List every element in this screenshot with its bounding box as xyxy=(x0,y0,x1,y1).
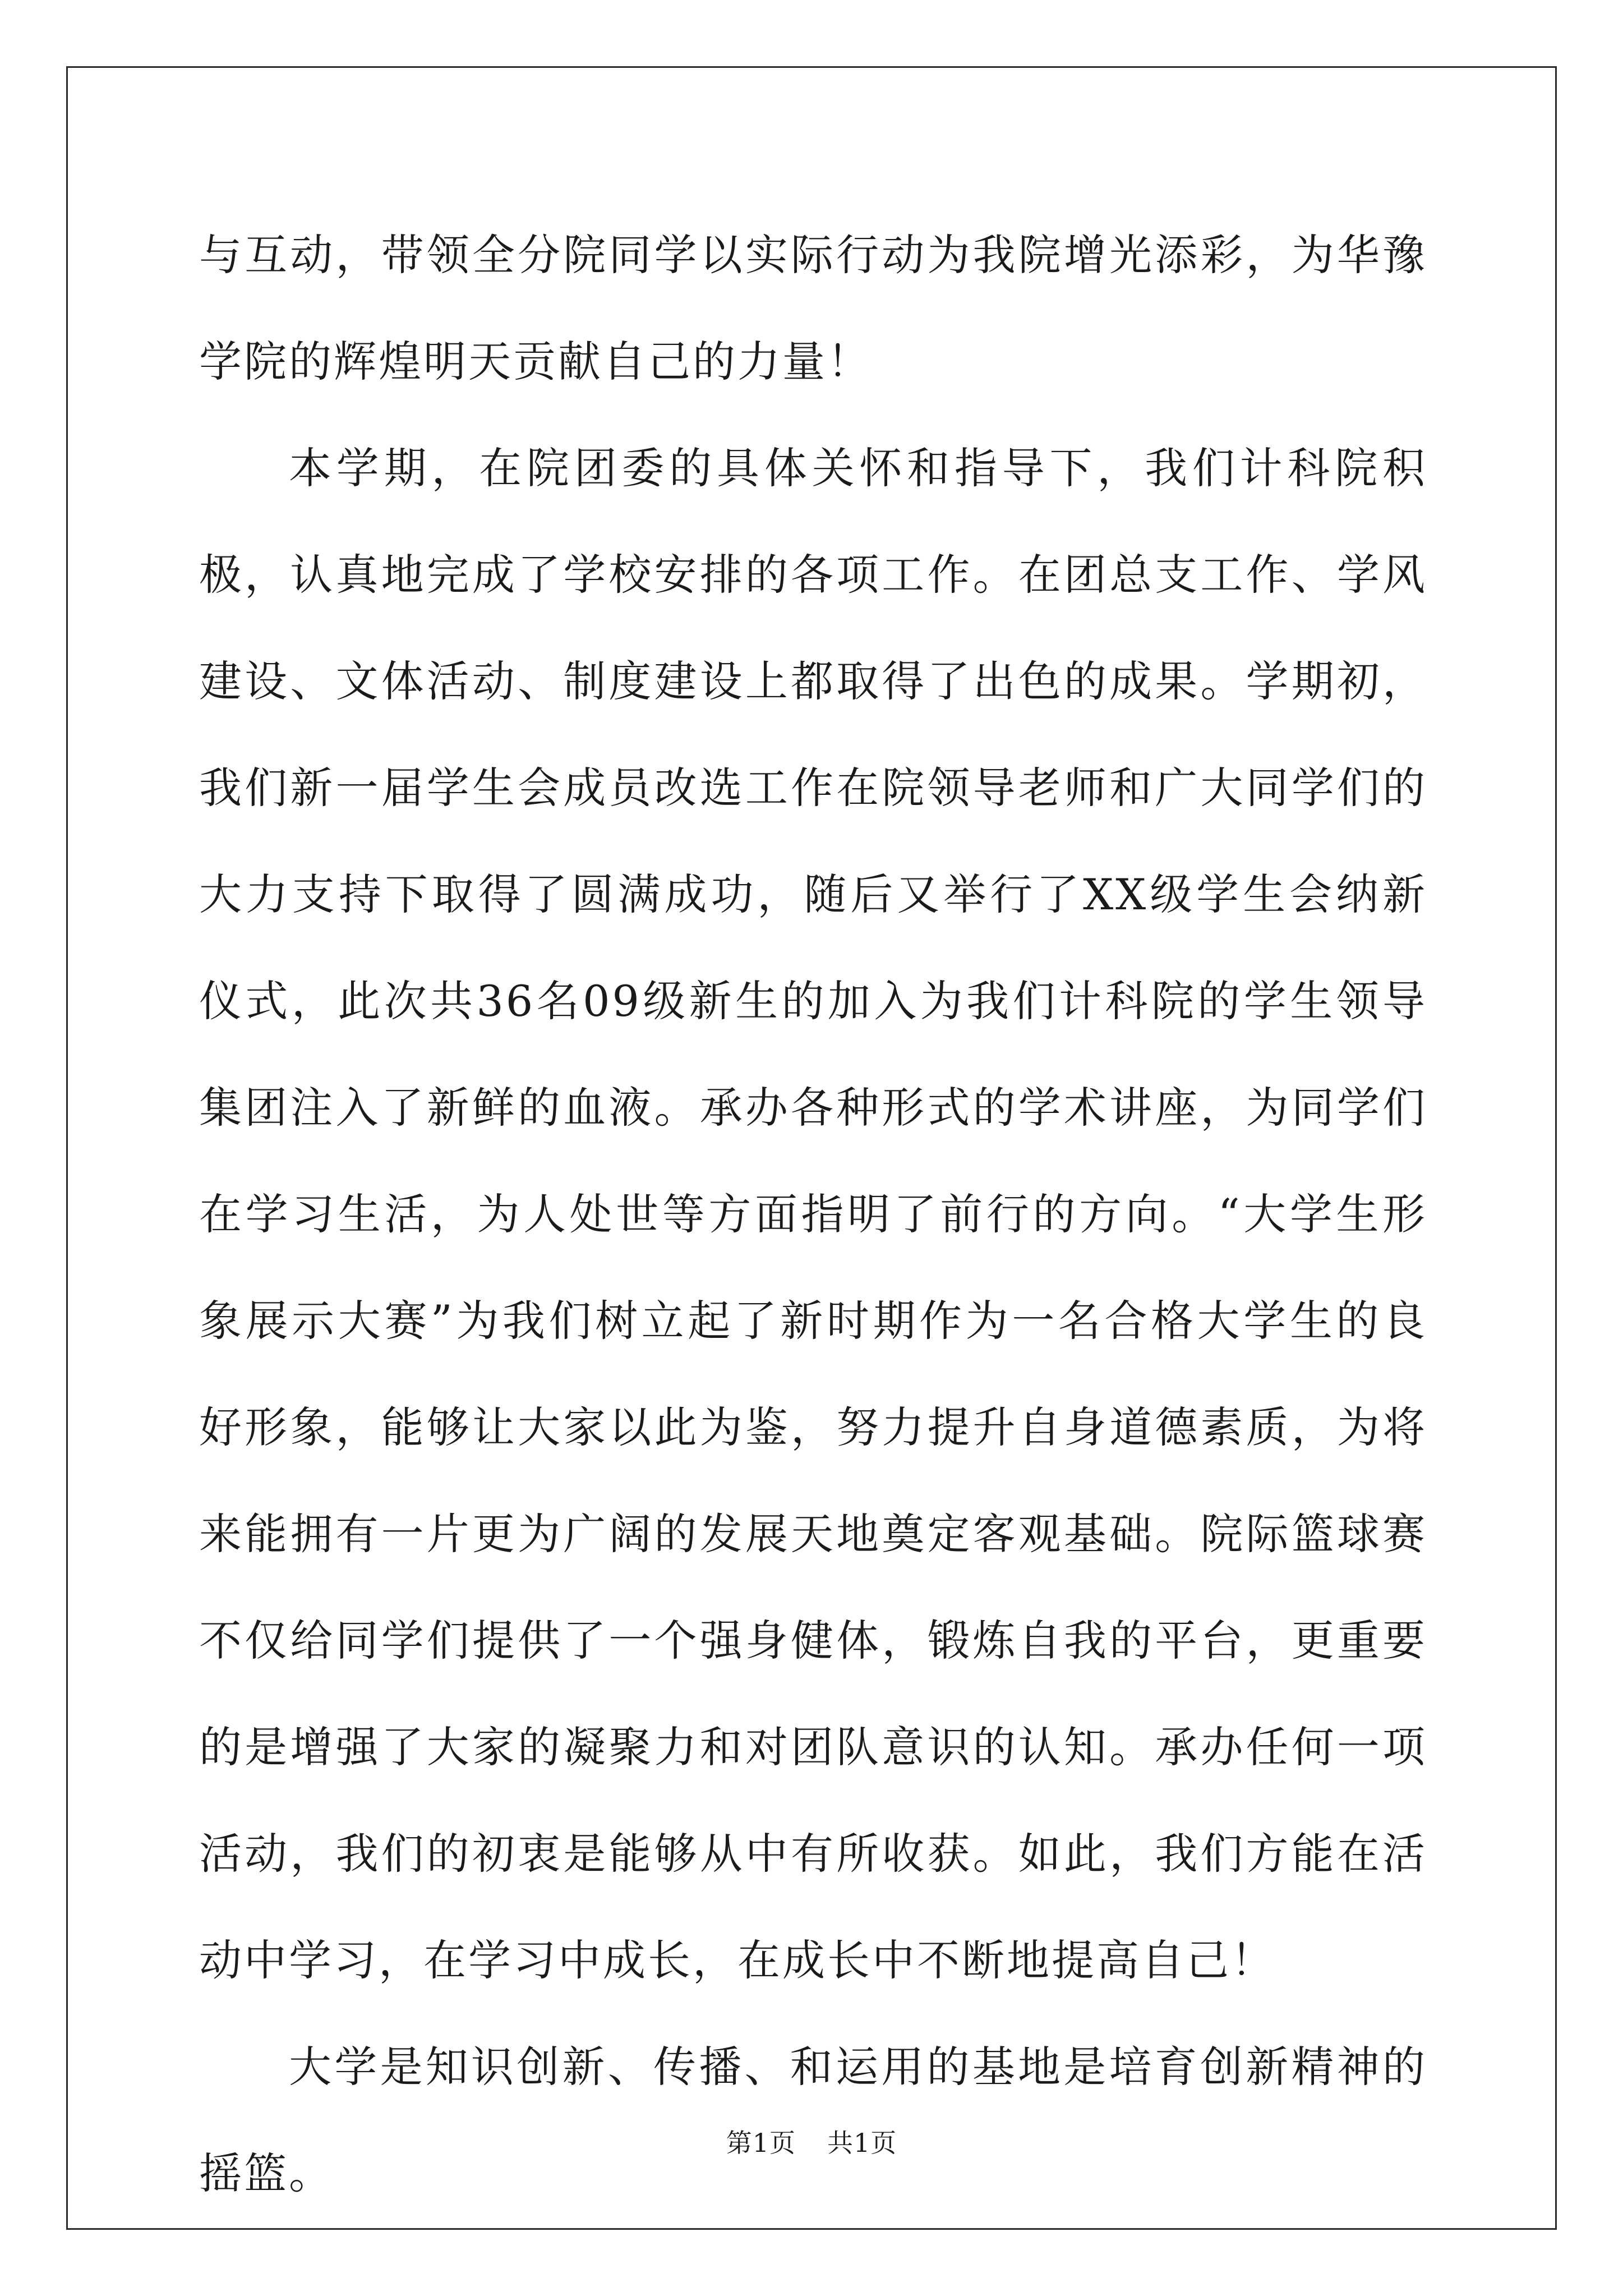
paragraph-1: 与互动，带领全分院同学以实际行动为我院增光添彩，为华豫学院的辉煌明天贡献自己的力量！ xyxy=(199,230,1427,386)
paragraph-3: 大学是知识创新、传播、和运用的基地是培育创新精神的摇篮。 xyxy=(199,2042,1427,2198)
document-body xyxy=(199,202,1427,2227)
page-number: 第1页 xyxy=(726,2128,796,2158)
page-total: 共1页 xyxy=(827,2128,897,2158)
paragraph-2: 本学期，在院团委的具体关怀和指导下，我们计科院积极，认真地完成了学校安排的各项工作。在团总支工作、学风建设、文体活动、制度建设上都取得了出色的成果。学期初，我们新一届学生会成员改选工作在院领导老师和广大同学们的大力支持下取得了圆满成功，随后又举行了XX级学生会纳新仪式，此次共36名09级新生的加入为我们计科院的学生领导集团注入了新鲜的血液。承办各种形式的学术讲座，为同学们在学习生活，为人处世等方面指明了前行的方向。“大学生形象展示大赛”为我们树立起了新时期作为一名合格大学生的良好形象，能够让大家以此为鉴，努力提升自身道德素质，为将来能拥有一片更为广阔的发展天地奠定客观基础。院际篮球赛不仅给同学们提供了一个强身健体，锻炼自我的平台，更重要的是增强了大家的凝聚力和对团队意识的认知。承办任何一项活动，我们的初衷是能够从中有所收获。如此，我们方能在活动中学习，在学习中成长，在成长中不断地提高自己！ xyxy=(199,443,1427,1985)
page-footer xyxy=(0,2126,1623,2160)
